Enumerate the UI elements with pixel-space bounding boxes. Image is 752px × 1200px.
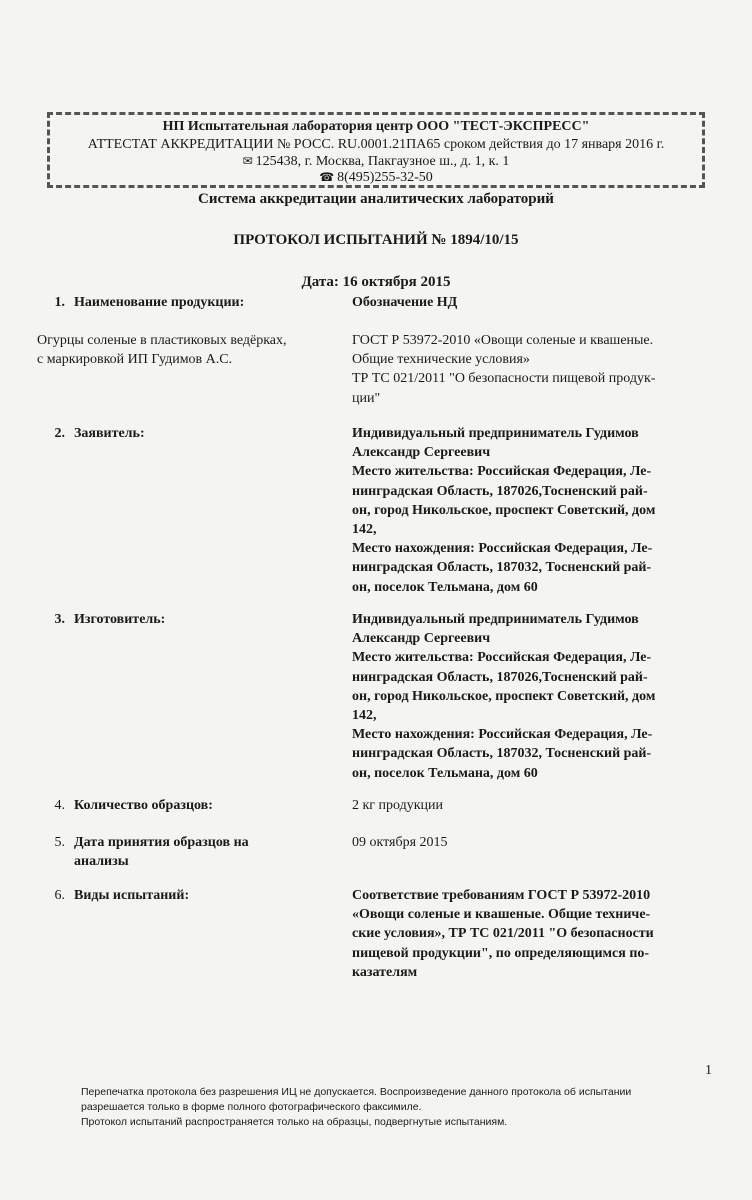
telephone-icon: ☎ xyxy=(319,170,335,184)
protocol-title: ПРОТОКОЛ ИСПЫТАНИЙ № 1894/10/15 xyxy=(233,232,519,248)
phone-line: ☎ 8(495)255-32-50 xyxy=(319,170,433,185)
section-6-label: Виды испытаний: xyxy=(74,888,190,903)
section-2-label: Заявитель: xyxy=(74,426,145,441)
page-number: 1 xyxy=(705,1063,712,1078)
section-1-number: 1. xyxy=(54,295,65,310)
lab-name: НП Испытательная лаборатория центр ООО "ТЕСТ-ЭКСПРЕСС" xyxy=(162,119,590,134)
manufacturer-details: Индивидуальный предприниматель Гудимов Александр Сергеевич Место жительства: Российская Федерация, Ле- нинградская Область, 187026,Тосненский рай- он, город Никольское, проспект Советский, дом 142, Место нахождения: Российская Федерация, Ле- нинградская Область, 187032, Тосненский рай- он, поселок Тельмана, дом 60 xyxy=(352,612,656,781)
section-4-label: Количество образцов: xyxy=(74,798,213,813)
system-title: Система аккредитации аналитических лабораторий xyxy=(198,191,554,207)
section-3-label: Изготовитель: xyxy=(74,612,166,627)
section-6-number: 6. xyxy=(54,888,65,903)
applicant-details: Индивидуальный предприниматель Гудимов Александр Сергеевич Место жительства: Российская Федерация, Ле- нинградская Область, 187026,Тосненский рай- он, город Никольское, проспект Советский, дом 142, Место нахождения: Российская Федерация, Ле- нинградская Область, 187032, Тосненский рай- он, поселок Тельмана, дом 60 xyxy=(352,426,656,595)
section-2-number: 2. xyxy=(54,426,65,441)
accreditation-line: АТТЕСТАТ АККРЕДИТАЦИИ № РОСС. RU.0001.21ПА65 сроком действия до 17 января 2016 г. xyxy=(87,137,665,152)
test-types: Соответствие требованиям ГОСТ Р 53972-2010 «Овощи соленые и квашеные. Общие техниче- ские условия», ТР ТС 021/2011 "О безопасности пищевой продукции", по определяющимся по- казателям xyxy=(352,888,654,980)
sample-receipt-date: 09 октября 2015 xyxy=(352,835,448,850)
address-line: ✉ 125438, г. Москва, Пакгаузное ш., д. 1, к. 1 xyxy=(242,154,510,169)
sample-quantity: 2 кг продукции xyxy=(352,798,444,813)
section-3-number: 3. xyxy=(54,612,65,627)
protocol-date: Дата: 16 октября 2015 xyxy=(301,274,451,290)
section-4-number: 4. xyxy=(54,798,65,813)
footer-note: Перепечатка протокола без разрешения ИЦ не допускается. Воспроизведение данного протокола об испытании разрешается только в форме полного фотографического факсимиле. Протокол испытаний распространяется только на образцы, подвергнутые испытаниям. xyxy=(81,1086,632,1128)
section-5-label: Дата принятия образцов на анализы xyxy=(74,835,249,870)
nd-list: ГОСТ Р 53972-2010 «Овощи соленые и квашеные. Общие технические условия» ТР ТС 021/2011 "О безопасности пищевой продук- ции" xyxy=(352,333,656,406)
product-name: Огурцы соленые в пластиковых ведёрках, с маркировкой ИП Гудимов А.С. xyxy=(37,333,287,368)
section-5-number: 5. xyxy=(54,835,65,850)
section-1-label: Наименование продукции: xyxy=(74,295,245,310)
envelope-icon: ✉ xyxy=(242,154,253,168)
nd-header: Обозначение НД xyxy=(352,295,458,310)
